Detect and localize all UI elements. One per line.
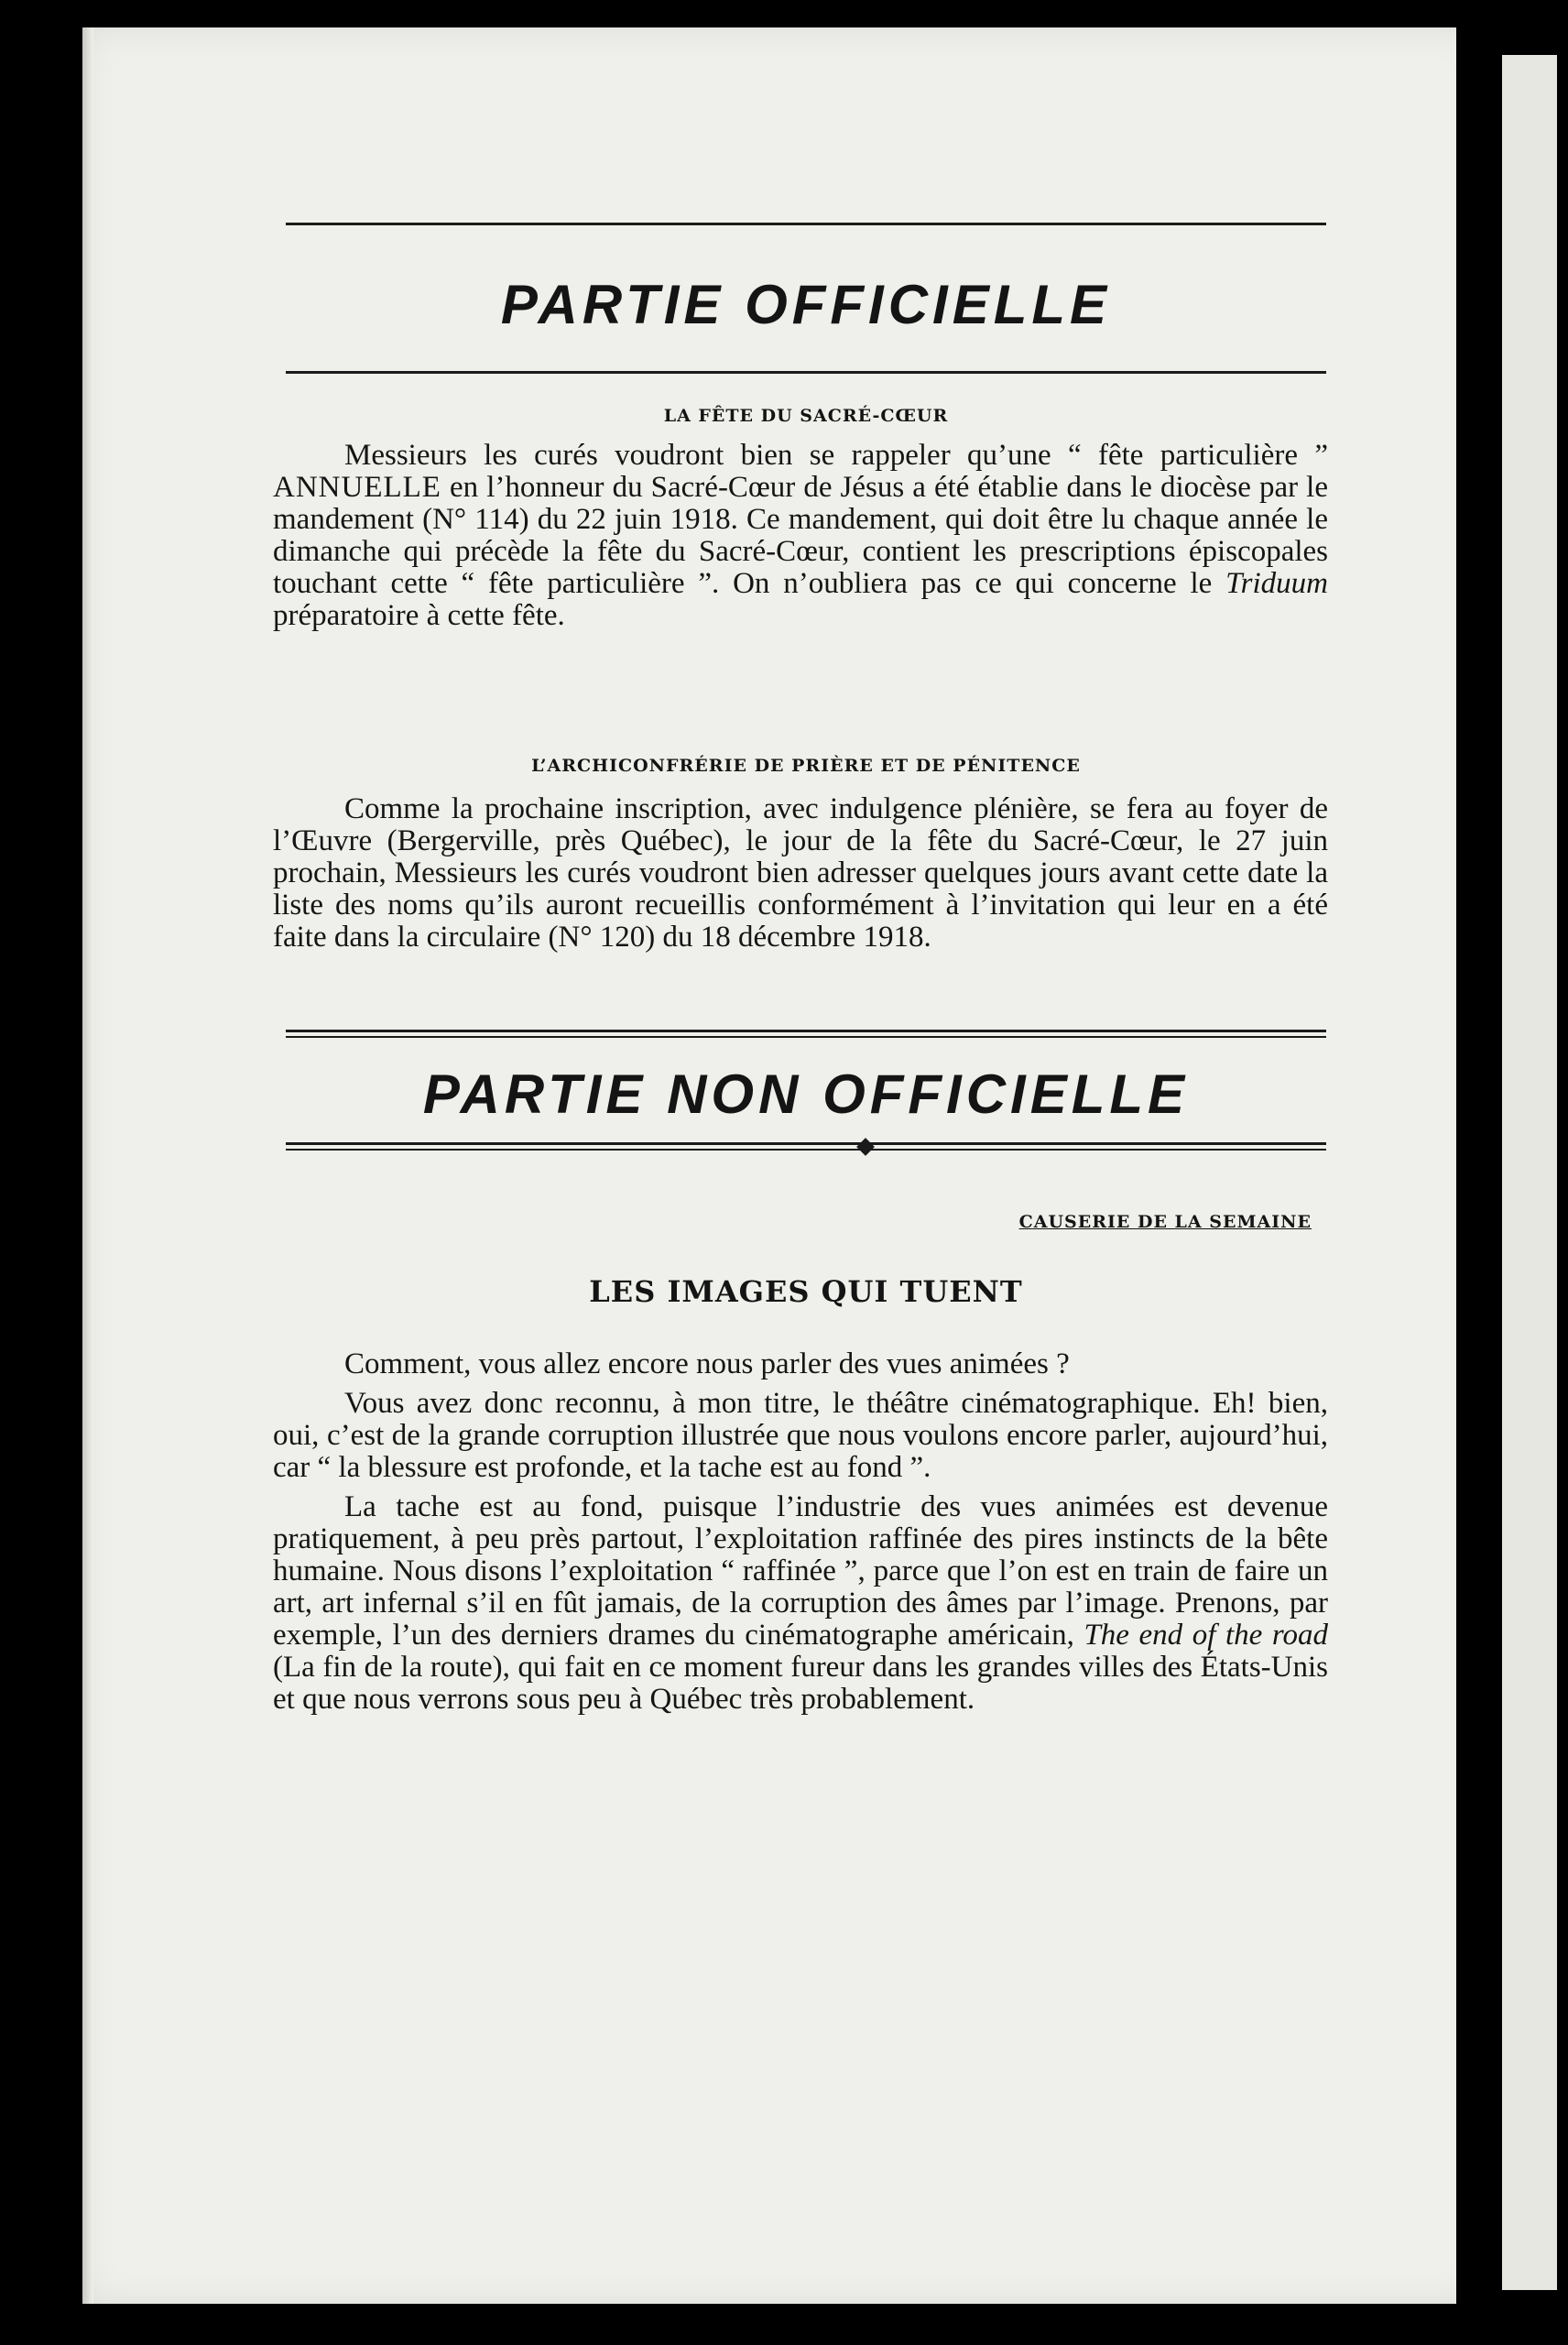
article-title: LES IMAGES QUI TUENT bbox=[589, 1274, 1023, 1309]
annuelle-word: ANNUELLE bbox=[273, 471, 441, 504]
paragraph-text: La tache est au fond, puisque l’industrie des vues animées est devenue pratiquement, à peu près partout, l’exploitation raffinée des pires instincts de la bête humaine. Nous disons l’exploitation “ raffinée ”, parce que l’on est en train de faire un art, art infernal s’il en fût jamais, de la corruption des âmes par l’image. Prenons, par exemple, l’un des derniers drames du cinématographe américain, bbox=[273, 1490, 1328, 1652]
causerie-label: CAUSERIE DE LA SEMAINE bbox=[1018, 1212, 1312, 1232]
article-body bbox=[273, 1348, 1328, 1716]
paragraph-text: Messieurs les curés voudront bien se rappeler qu’une “ fête particulière ” bbox=[344, 439, 1328, 472]
film-title: The end of the road bbox=[1083, 1619, 1328, 1652]
section-title-sacre-coeur: LA FÊTE DU SACRÉ-CŒUR bbox=[663, 406, 949, 426]
paragraph-text: en l’honneur du Sacré-Cœur de Jésus a été établie dans le diocèse par le mandement (N° 114) du 22 juin 1918. Ce mandement, qui doit être lu chaque année le dimanche qui précède la fête du Sacré-Cœur, contient les prescriptions épiscopales touchant cette “ fête particulière ”. On n’oubliera pas ce qui concerne le bbox=[273, 471, 1328, 600]
heading-official: PARTIE OFFICIELLE bbox=[500, 274, 1112, 335]
article-paragraph-3 bbox=[273, 1491, 1328, 1716]
top-rule bbox=[286, 223, 1326, 225]
article-paragraph-1: Comment, vous allez encore nous parler des vues animées ? bbox=[344, 1347, 1070, 1380]
document-page bbox=[82, 27, 1484, 2304]
heading-non-official: PARTIE NON OFFICIELLE bbox=[422, 1063, 1190, 1125]
non-official-bottom-rule bbox=[286, 1142, 1326, 1145]
paragraph-text: préparatoire à cette fête. bbox=[273, 599, 565, 632]
paragraph-text: Comme la prochaine inscription, avec indulgence plénière, se fera au foyer de l’Œuvre (Bergerville, près Québec), le jour de la fête du Sacré-Cœur, le 27 juin prochain, Messieurs les curés voudront bien adresser quelques jours avant cette date la liste des noms qu’ils auront recueillis conformément à l’invitation qui leur en a été faite dans la circulaire (N° 120) du 18 décembre 1918. bbox=[273, 792, 1328, 954]
page-gutter-shadow bbox=[82, 27, 93, 2304]
paragraph-archiconfrerie bbox=[273, 793, 1328, 954]
page-edge-shadow bbox=[1456, 0, 1498, 2345]
section-title-archiconfrerie: L’ARCHICONFRÉRIE DE PRIÈRE ET DE PÉNITENCE bbox=[531, 756, 1081, 776]
adjacent-page-strip bbox=[1502, 55, 1557, 2290]
paragraph-sacre-coeur bbox=[273, 440, 1328, 632]
article-paragraph-2: Vous avez donc reconnu, à mon titre, le théâtre cinématographique. Eh! bien, oui, c’est de la grande corruption illustrée que nous voulons encore parler, aujourd’hui, car “ la blessure est profonde, et la tache est au fond ”. bbox=[273, 1387, 1328, 1484]
non-official-top-rule bbox=[286, 1030, 1326, 1032]
triduum-word: Triduum bbox=[1225, 567, 1328, 600]
official-bottom-rule bbox=[286, 371, 1326, 374]
paragraph-text: (La fin de la route), qui fait en ce moment fureur dans les grandes villes des États-Unis et que nous verrons sous peu à Québec très probablement. bbox=[273, 1651, 1328, 1716]
